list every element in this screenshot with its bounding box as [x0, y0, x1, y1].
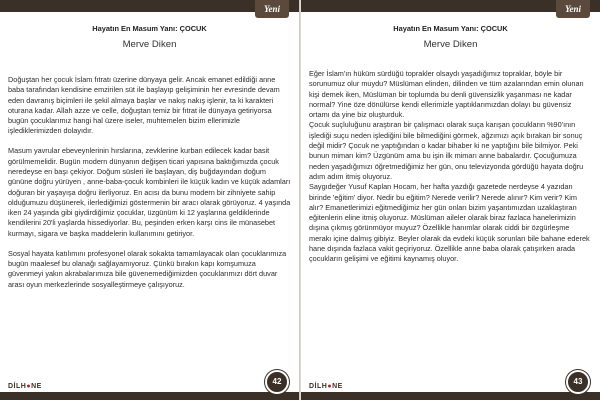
paragraph: Doğuştan her çocuk İslam fıtratı üzerine dünyaya gelir. Ancak emanet edildiği anne baba tarafından kendisine emzirilen süt ile başlayıp gelişiminin her evresinde devam eden davranış biçimleri ile şekil almaya başlar ve nakış nakış işlenir, ta ki karakteri oturana kadar. Allah azze ve celle, doğuştan temiz bir fıtrat ile dünyaya getiriyorsa bugün çocuklarımız hangi hal üzere iseler, muhtemelen bizim ellerimizle işlediklerimizden dolayıdır.	[8, 75, 280, 136]
footer-logo: DİLH●NE	[8, 383, 42, 390]
page-footer	[0, 370, 299, 400]
page-number: 43	[566, 370, 590, 394]
article-body	[8, 75, 291, 299]
page-footer	[301, 370, 600, 400]
article-title: Hayatın En Masum Yanı: ÇOCUK	[92, 24, 207, 33]
paragraph: Çocuk suçluluğunu araştıran bir çalışmacı olarak suça karışan çocukların %90'ının işlediği suçu neden işlediğini bile bilmediğini görmek, ağzımızı açık bırakan bir sonuç değil midir? Çocuk ne yaptığından o kadar bihaber ki ne yaptığını bile bilmiyor. Peki bunun mimarı kim? Üzgünüm ama bu işin ilk mimarı anne babalardır. Çocuğumuza neden yaşadığımızı öğretmediğimiz her gün, onu televizyonda gördüğü hayata doğru adım adım itmiş oluyoruz.	[309, 120, 584, 181]
article-body	[309, 69, 592, 265]
article-title: Hayatın En Masum Yanı: ÇOCUK	[393, 24, 508, 33]
brand-tab: Yeni	[556, 0, 590, 18]
footer-logo: DİLH●NE	[309, 383, 343, 390]
paragraph: Sosyal hayata katılımını profesyonel olarak sokakta tamamlayacak olan çocuklarımıza bugün maalesef bu olanağı sağlayamıyoruz. Çünkü bırakın kapı komşumuza güvenmeyi yakın akrabalarımıza bile güvenemediğimizden çocuklarımızı dört duvar arası oyun merkezlerinde sosyalleştirmeye çalışıyoruz.	[8, 248, 287, 289]
footer-band	[0, 392, 299, 400]
page-number: 42	[265, 370, 289, 394]
footer-band	[301, 392, 600, 400]
brand-tab: Yeni	[255, 0, 289, 18]
right-page	[300, 0, 600, 400]
paragraph: Saygıdeğer Yusuf Kaplan Hocam, her hafta yazdığı gazetede nerdeyse 4 yazıdan birinde 'eğitim' diyor. Nedir bu eğitim? Nerede verilir? Nerede alınır? Kim verir? Kim alır? Emanetlerimizi eğitmediğimiz her gün onları bizim yaşantımızdan uzaklaştıran eğitenlerin eline itmiş oluyoruz. Müslüman aileler olarak biraz fazlaca hanelerimizin dışına çıkmış görünmüyor muyuz? Özellikle hanımlar olarak ciddi bir özgürleşme merakı içine dalmış gibiyiz. Beyler olarak da evdeki küçük sorunları bile bahane ederek hane dışında fazlaca vakit geçiriyoruz. Özellikle anne baba olarak çatışırken arada çocukların gelişimi ve eğitimi kaynamış oluyor.	[309, 182, 590, 264]
paragraph: Masum yavrular ebeveynlerinin hırslarına, zevklerine kurban edilecek kadar basit görülmemelidir. Bugün modern dünyanın değişen ticari yapısına baktığımızda çocuk neredeyse en başı çekiyor. Doğum süsleri ile başlayan, diş buğdayından doğum gününe doğru yürüyen , anne-baba-çocuk kombinleri ile küçük kadın ve küçük adamları doğuran bir yaşayışa doğru ilerliyoruz. En acısı da bunu modern bir zihniyete sahip olduğumuzu düşünerek, ilerlediğimizi göstermenin bir aracı olarak görüyoruz. 4 yaşında iken 24 yaşında gibi giydirdiğimiz çocuklar, üzgünüm ki 12 yaşlarına geldiklerinde kendilerini 20'li yaşlarda hissediyorlar. Bu, peşinden erken karşı cins ile münasebet kurmayı, sigara ve başka maddelerin kullanımını getiriyor.	[8, 146, 291, 238]
article-author: Merve Diken	[423, 39, 478, 50]
article-author: Merve Diken	[122, 39, 177, 50]
paragraph: Eğer İslam'ın hüküm sürdüğü toprakler olsaydı yaşadığımız topraklar, böyle bir sorunumuz olur muydu? Müslüman elinden, dilinden ve tüm azalarından emin olunan kişi demek iken, Müslüman bir toplumda bu denli güvensizlik yaşanması ne kadar normal? Yine öze dönülürse kendi ellerimizle yaptıklarımızdan dolayı bu güvensiz ortamı da yine biz oluşturduk.	[309, 69, 584, 120]
